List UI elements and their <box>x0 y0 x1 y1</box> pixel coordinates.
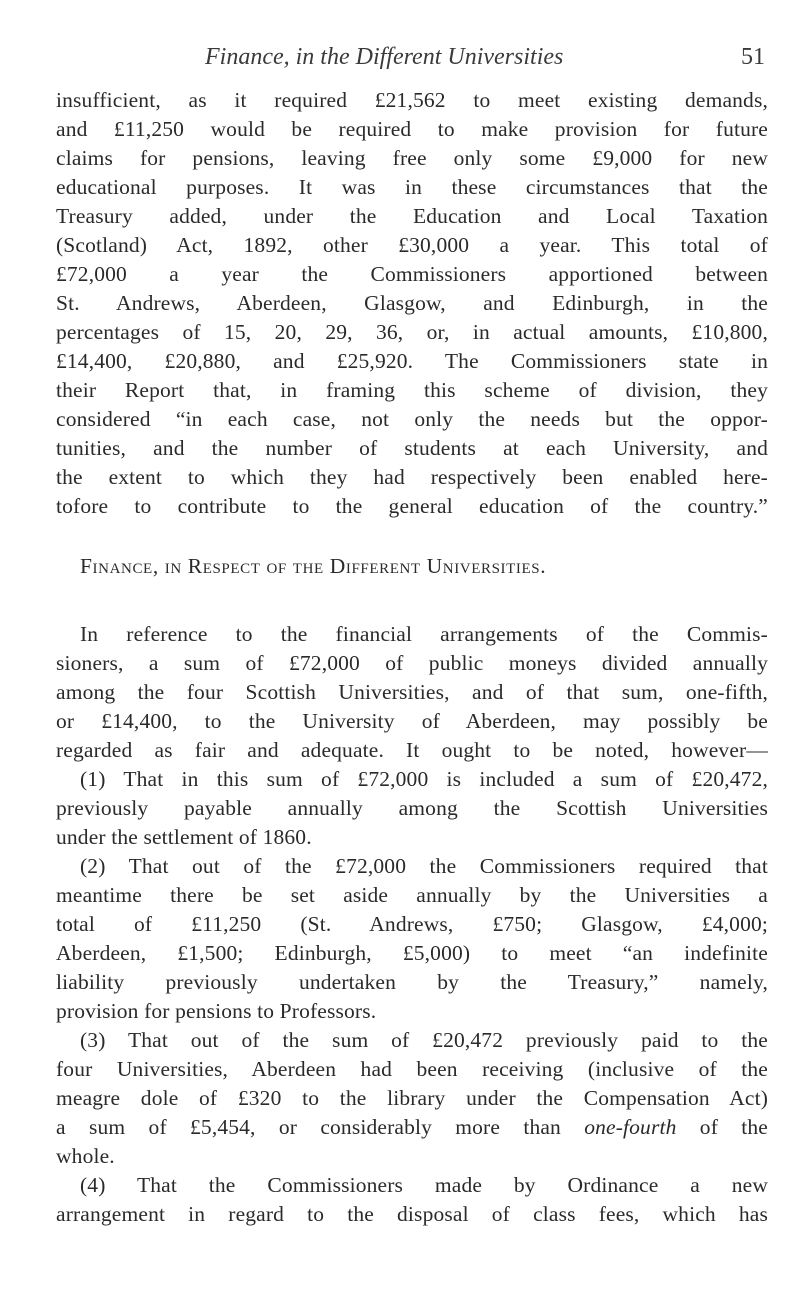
text-line: percentages of 15, 20, 29, 36, or, in actual amounts, £10,800, <box>56 320 768 344</box>
text-line: tunities, and the number of students at each University, and <box>56 436 768 460</box>
section-heading: Finance, in Respect of the Different Universities. <box>80 554 547 578</box>
text-line: previously payable annually among the Scottish Universities <box>56 796 768 820</box>
text-line: £72,000 a year the Commissioners apportioned between <box>56 262 768 286</box>
page-number: 51 <box>741 44 765 70</box>
text-line: considered “in each case, not only the needs but the oppor- <box>56 407 768 431</box>
text-line: among the four Scottish Universities, and of that sum, one-fifth, <box>56 680 768 704</box>
text-line: tofore to contribute to the general education of the country.” <box>56 494 768 518</box>
text-line: total of £11,250 (St. Andrews, £750; Glasgow, £4,000; <box>56 912 768 936</box>
text-line: whole. <box>56 1144 115 1168</box>
text-line: (1) That in this sum of £72,000 is included a sum of £20,472, <box>80 767 768 791</box>
text-run: a sum of £5,454, or considerably more than <box>56 1115 561 1139</box>
text-line: meantime there be set aside annually by the Universities a <box>56 883 768 907</box>
text-line: £14,400, £20,880, and £25,920. The Commissioners state in <box>56 349 768 373</box>
text-line <box>56 1113 768 1142</box>
running-title: Finance, in the Different Universities <box>205 44 564 70</box>
text-line: claims for pensions, leaving free only some £9,000 for new <box>56 146 768 170</box>
text-line: educational purposes. It was in these circumstances that the <box>56 175 768 199</box>
text-line: regarded as fair and adequate. It ought to be noted, however— <box>56 738 768 762</box>
emphasis-text: one-fourth <box>584 1115 677 1139</box>
text-line: Aberdeen, £1,500; Edinburgh, £5,000) to meet “an indefinite <box>56 941 768 965</box>
text-line: In reference to the financial arrangements of the Commis- <box>80 622 768 646</box>
text-line: (2) That out of the £72,000 the Commissioners required that <box>80 854 768 878</box>
text-line: under the settlement of 1860. <box>56 825 312 849</box>
text-line: (3) That out of the sum of £20,472 previously paid to the <box>80 1028 768 1052</box>
text-line: the extent to which they had respectively been enabled here- <box>56 465 768 489</box>
text-line: or £14,400, to the University of Aberdeen, may possibly be <box>56 709 768 733</box>
text-line: St. Andrews, Aberdeen, Glasgow, and Edinburgh, in the <box>56 291 768 315</box>
text-line: Treasury added, under the Education and Local Taxation <box>56 204 768 228</box>
text-line: sioners, a sum of £72,000 of public moneys divided annually <box>56 651 768 675</box>
text-line: insufficient, as it required £21,562 to meet existing demands, <box>56 88 768 112</box>
text-run: of the <box>699 1115 769 1139</box>
text-line: (4) That the Commissioners made by Ordinance a new <box>80 1173 768 1197</box>
running-head <box>205 44 765 71</box>
text-line: meagre dole of £320 to the library under the Compensation Act) <box>56 1086 768 1110</box>
text-line: and £11,250 would be required to make provision for future <box>56 117 768 141</box>
text-line: (Scotland) Act, 1892, other £30,000 a year. This total of <box>56 233 768 257</box>
text-line: their Report that, in framing this scheme of division, they <box>56 378 768 402</box>
text-line: arrangement in regard to the disposal of class fees, which has <box>56 1202 768 1226</box>
text-line: liability previously undertaken by the Treasury,” namely, <box>56 970 768 994</box>
text-line: provision for pensions to Professors. <box>56 999 377 1023</box>
text-line: four Universities, Aberdeen had been receiving (inclusive of the <box>56 1057 768 1081</box>
